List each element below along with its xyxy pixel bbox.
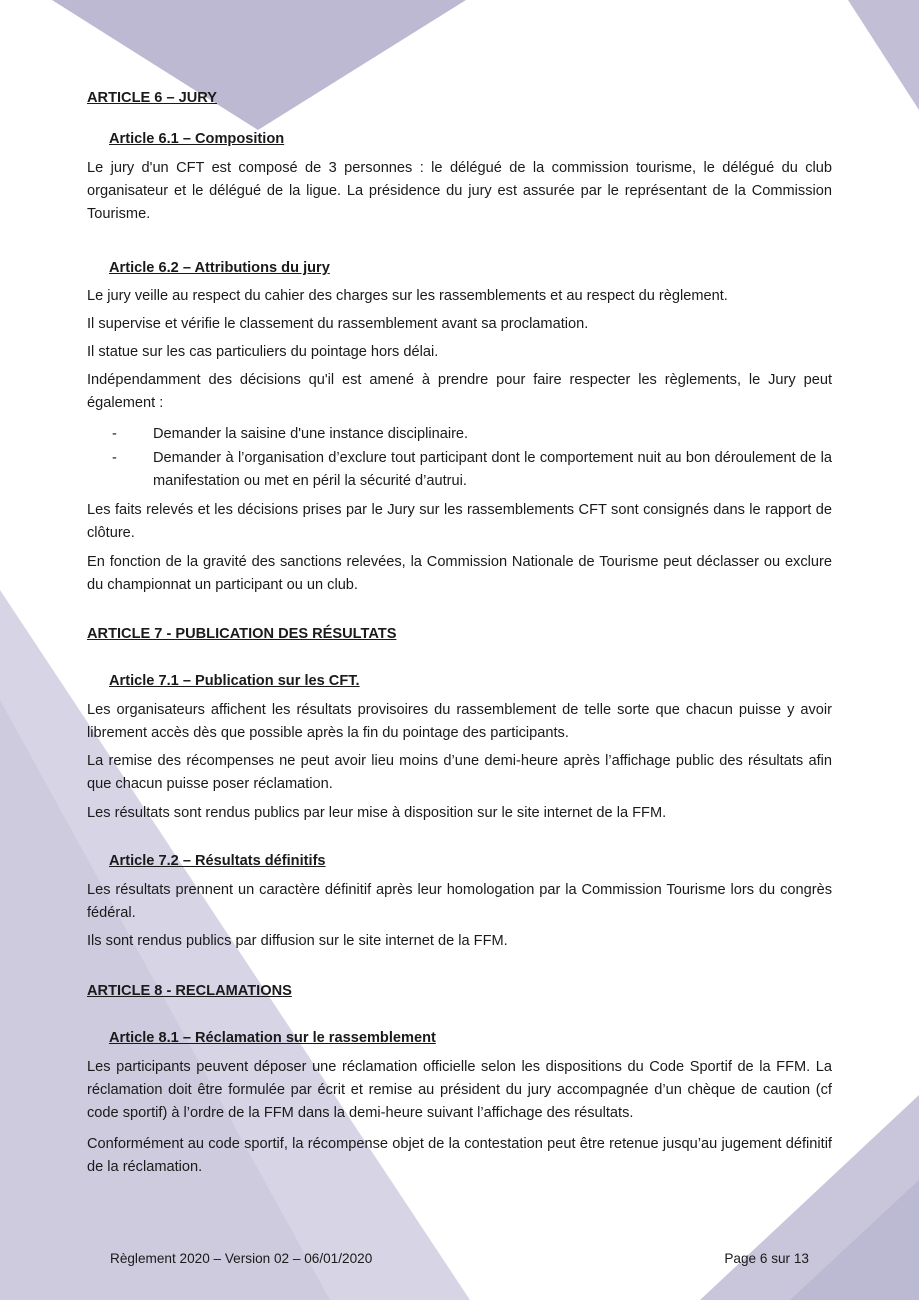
bullet-item: Demander à l’organisation d’exclure tout participant dont le comportement nuit au bon déroulement de la manifestation ou met en péril la sécurité d’autrui. — [153, 450, 832, 489]
article-7-2-paragraph-2: Ils sont rendus publics par diffusion sur le site internet de la FFM. — [87, 933, 508, 949]
article-7-2-paragraph-1: Les résultats prennent un caractère définitif après leur homologation par la Commission Tourisme lors du congrès fédéral. — [87, 882, 832, 921]
article-7-1-paragraph-1: Les organisateurs affichent les résultats provisoires du rassemblement de telle sorte que chacun puisse y avoir librement accès dès que possible après la fin du pointage des participants. — [87, 702, 832, 741]
article-6-2-paragraph-2: Il supervise et vérifie le classement du rassemblement avant sa proclamation. — [87, 316, 589, 332]
article-7-1-paragraph-2: La remise des récompenses ne peut avoir lieu moins d’une demi-heure après l’affichage public des résultats afin que chacun puisse poser réclamation. — [87, 753, 832, 792]
article-6-2-paragraph-5: Les faits relevés et les décisions prises par le Jury sur les rassemblements CFT sont consignés dans le rapport de clôture. — [87, 502, 832, 541]
article-7-2-heading: Article 7.2 – Résultats définitifs — [109, 853, 326, 869]
article-6-2-paragraph-3: Il statue sur les cas particuliers du pointage hors délai. — [87, 344, 439, 360]
article-6-2-paragraph-4: Indépendamment des décisions qu'il est amené à prendre pour faire respecter les règlements, le Jury peut également : — [87, 372, 832, 411]
article-6-2-paragraph-1: Le jury veille au respect du cahier des charges sur les rassemblements et au respect du règlement. — [87, 288, 728, 304]
footer-version: Règlement 2020 – Version 02 – 06/01/2020 — [110, 1251, 373, 1266]
article-6-1-paragraph: Le jury d'un CFT est composé de 3 personnes : le délégué de la commission tourisme, le délégué du club organisateur et le délégué de la ligue. La présidence du jury est assurée par le représentant de la Commission Tourisme. — [87, 160, 832, 222]
bullet-marker: - — [112, 426, 117, 442]
footer-page-number: Page 6 sur 13 — [724, 1251, 809, 1266]
article-6-1-heading: Article 6.1 – Composition — [109, 131, 285, 147]
bullet-item: Demander la saisine d'une instance disciplinaire. — [153, 426, 469, 442]
article-7-1-paragraph-3: Les résultats sont rendus publics par leur mise à disposition sur le site internet de la FFM. — [87, 805, 667, 821]
article-6-2-paragraph-6: En fonction de la gravité des sanctions relevées, la Commission Nationale de Tourisme peut déclasser ou exclure du championnat un participant ou un club. — [87, 554, 832, 593]
article-6-2-heading: Article 6.2 – Attributions du jury — [109, 260, 330, 276]
article-8-1-heading: Article 8.1 – Réclamation sur le rassemblement — [109, 1030, 436, 1046]
article-8-1-paragraph-1: Les participants peuvent déposer une réclamation officielle selon les dispositions du Code Sportif de la FFM. La réclamation doit être formulée par écrit et remise au président du jury accompagnée d’un chèque de caution (cf code sportif) à l’ordre de la FFM dans la demi-heure suivant l’affichage des résultats. — [87, 1059, 832, 1121]
article-8-heading: ARTICLE 8 - RECLAMATIONS — [87, 983, 292, 999]
article-6-heading: ARTICLE 6 – JURY — [87, 90, 218, 106]
article-7-heading: ARTICLE 7 - PUBLICATION DES RÉSULTATS — [87, 626, 397, 642]
bullet-marker: - — [112, 450, 117, 466]
article-8-1-paragraph-2: Conformément au code sportif, la récompense objet de la contestation peut être retenue jusqu’au jugement définitif de la réclamation. — [87, 1136, 832, 1175]
article-7-1-heading: Article 7.1 – Publication sur les CFT. — [109, 673, 360, 689]
